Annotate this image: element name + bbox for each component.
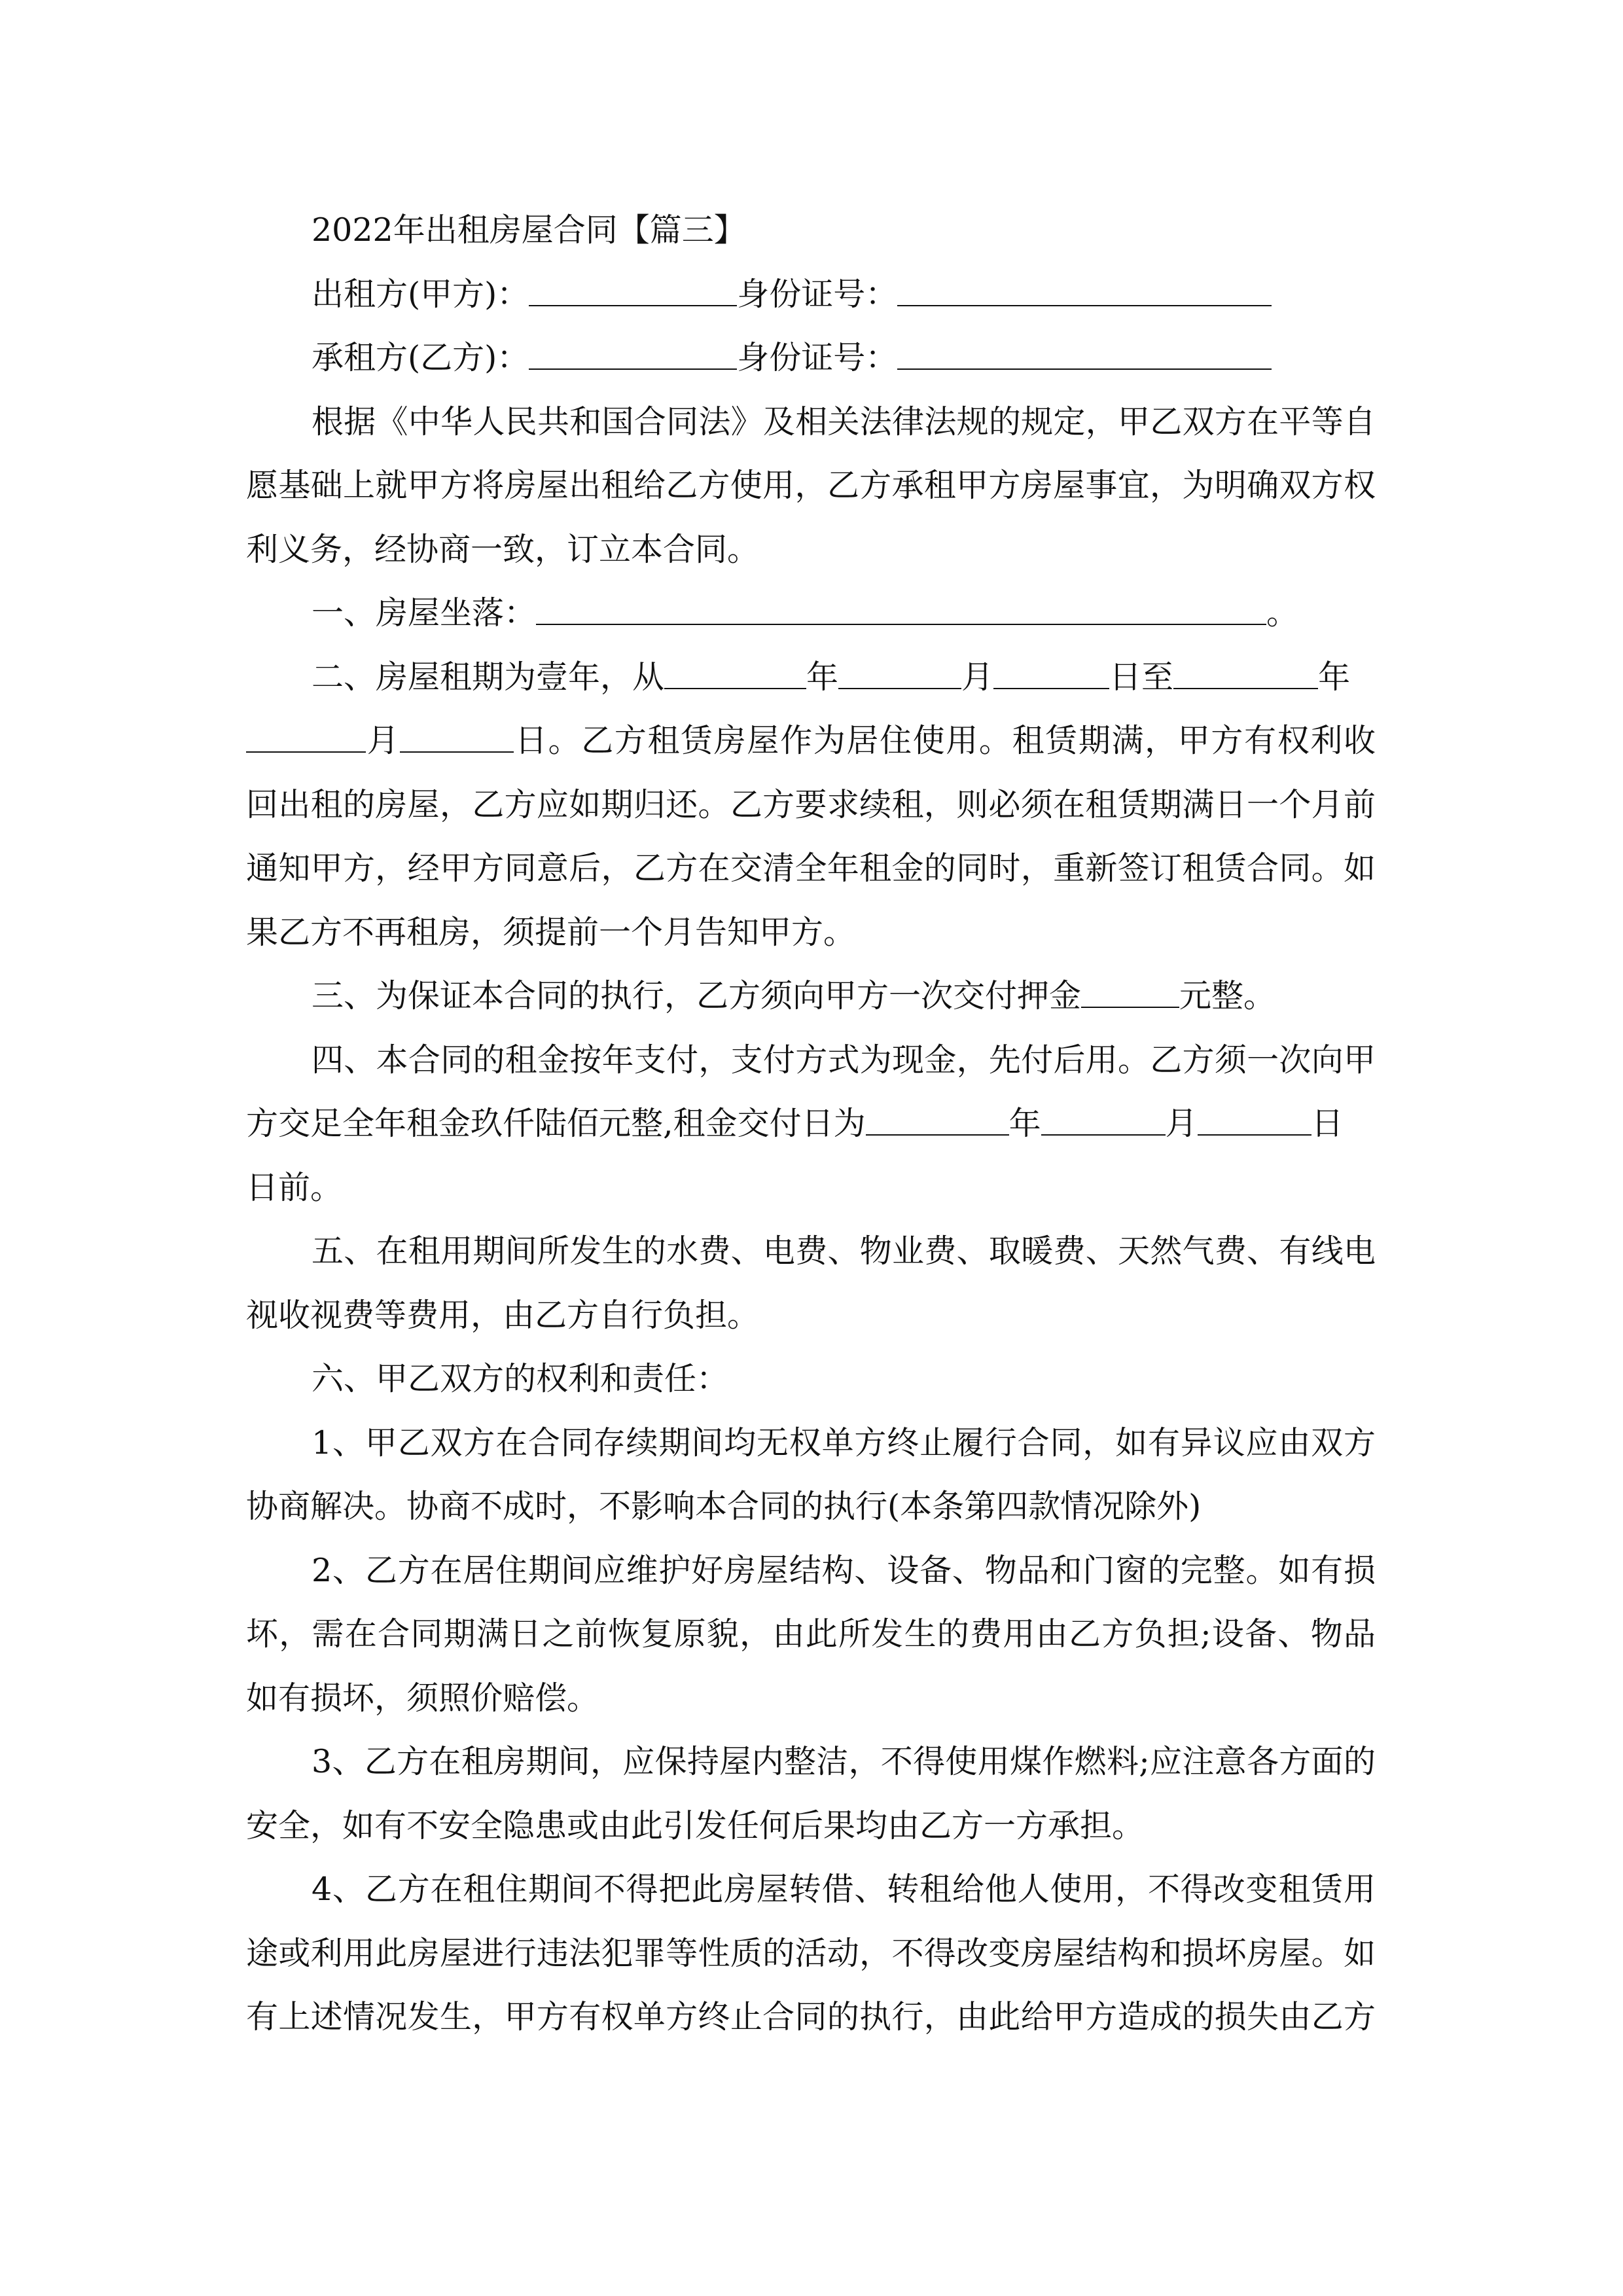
- document-title: 2022年出租房屋合同【篇三】: [312, 211, 746, 249]
- clause-5-line: 视收视费等费用，由乙方自行负担。: [246, 1296, 760, 1334]
- month-label: 月: [1165, 1105, 1198, 1142]
- lessor-label: 出租方(甲方)：: [312, 275, 529, 313]
- lessor-line: [246, 262, 1376, 327]
- item-4-line: 4、乙方在租住期间不得把此房屋转借、转租给他人使用，不得改变租赁用: [312, 1871, 1376, 1908]
- month-label: 月: [961, 658, 994, 696]
- year-label: 年: [1008, 1105, 1041, 1142]
- clause-2-line: 通知甲方，经甲方同意后，乙方在交清全年租金的同时，重新签订租赁合同。如: [246, 850, 1376, 887]
- year-label: 年: [806, 658, 839, 696]
- clause-4-line: 日前。: [246, 1168, 343, 1206]
- clause-1-location: [246, 581, 1376, 645]
- pay-year-blank[interactable]: [866, 1095, 1009, 1136]
- lessor-id-label: 身份证号：: [737, 275, 898, 313]
- location-blank[interactable]: [536, 584, 1266, 625]
- clause-2-line: 果乙方不再租房，须提前一个月告知甲方。: [246, 913, 856, 951]
- pay-month-blank[interactable]: [1041, 1095, 1166, 1136]
- clause-6-heading: 六、甲乙双方的权利和责任：: [312, 1360, 729, 1397]
- day-label: 日: [1311, 1105, 1344, 1142]
- deposit-amount-blank[interactable]: [1081, 967, 1179, 1008]
- pay-day-blank[interactable]: [1198, 1095, 1311, 1136]
- location-label: 一、房屋坐落：: [312, 594, 537, 632]
- start-year-blank[interactable]: [664, 649, 806, 689]
- day-to-label: 日至: [1109, 658, 1174, 696]
- term-label: 二、房屋租期为壹年，从: [312, 658, 665, 696]
- contract-page: [246, 198, 1376, 2049]
- item-2-line: 如有损坏，须照价赔偿。: [246, 1679, 599, 1717]
- clause-2-line: 回出租的房屋，乙方应如期归还。乙方要求续租，则必须在租赁期满日一个月前: [246, 785, 1376, 823]
- lessee-label: 承租方(乙方)：: [312, 339, 529, 376]
- end-day-blank[interactable]: [400, 712, 514, 753]
- clause-3-deposit: [246, 964, 1376, 1028]
- start-day-blank[interactable]: [993, 649, 1109, 689]
- end-year-blank[interactable]: [1173, 649, 1318, 689]
- item-4-line: 途或利用此房屋进行违法犯罪等性质的活动，不得改变房屋结构和损坏房屋。如: [246, 1934, 1376, 1972]
- lessor-id-blank[interactable]: [897, 266, 1272, 306]
- lessee-id-blank[interactable]: [897, 329, 1272, 370]
- clause-5-line: 五、在租用期间所发生的水费、电费、物业费、取暖费、天然气费、有线电: [312, 1232, 1376, 1270]
- start-month-blank[interactable]: [838, 649, 961, 689]
- lessee-id-label: 身份证号：: [737, 339, 898, 376]
- yuan-label: 元整。: [1179, 977, 1276, 1014]
- clause-4-line: 四、本合同的租金按年支付，支付方式为现金，先付后用。乙方须一次向甲: [312, 1041, 1376, 1079]
- item-3-line: 3、乙方在租房期间，应保持屋内整洁，不得使用煤作燃料;应注意各方面的: [312, 1743, 1376, 1780]
- preamble-line: 利义务，经协商一致，订立本合同。: [246, 530, 760, 568]
- preamble-line: 根据《中华人民共和国合同法》及相关法律法规的规定，甲乙双方在平等自: [312, 403, 1376, 440]
- item-1-line: 协商解决。协商不成时，不影响本合同的执行(本条第四款情况除外): [246, 1488, 1202, 1525]
- item-4-line: 有上述情况发生，甲方有权单方终止合同的执行，由此给甲方造成的损失由乙方: [246, 1998, 1376, 2036]
- rent-text: 方交足全年租金玖仟陆佰元整,租金交付日为: [246, 1105, 866, 1142]
- clause-4-line: [246, 1092, 1376, 1156]
- item-2-line: 坏，需在合同期满日之前恢复原貌，由此所发生的费用由乙方负担;设备、物品: [246, 1615, 1376, 1653]
- item-3-line: 安全，如有不安全隐患或由此引发任何后果均由乙方一方承担。: [246, 1806, 1145, 1844]
- month-label: 月: [366, 722, 401, 759]
- clause-2-text: 日。乙方租赁房屋作为居住使用。租赁期满，甲方有权利收: [514, 722, 1376, 759]
- item-1-line: 1、甲乙双方在合同存续期间均无权单方终止履行合同，如有异议应由双方: [312, 1424, 1376, 1462]
- clause-2-term: [246, 645, 1376, 709]
- end-month-blank[interactable]: [246, 712, 366, 753]
- lessor-name-blank[interactable]: [529, 266, 737, 306]
- lessee-line: [246, 326, 1376, 390]
- lessee-name-blank[interactable]: [529, 329, 737, 370]
- preamble-line: 愿基础上就甲方将房屋出租给乙方使用，乙方承租甲方房屋事宜，为明确双方权: [246, 467, 1376, 504]
- year-label: 年: [1318, 658, 1351, 696]
- item-2-line: 2、乙方在居住期间应维护好房屋结构、设备、物品和门窗的完整。如有损: [312, 1551, 1376, 1589]
- period-mark: 。: [1266, 594, 1299, 632]
- clause-2-line: [246, 709, 1376, 773]
- deposit-text: 三、为保证本合同的执行，乙方须向甲方一次交付押金: [312, 977, 1082, 1014]
